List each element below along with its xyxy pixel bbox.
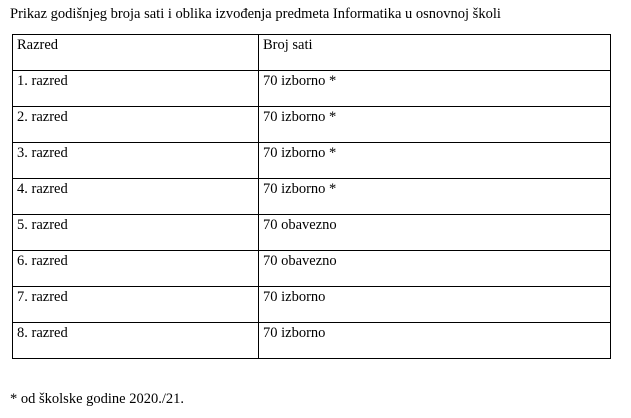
grade-cell: 1. razred — [13, 71, 259, 107]
hours-cell: 70 izborno — [259, 323, 611, 359]
grade-cell: 6. razred — [13, 251, 259, 287]
table-row — [13, 323, 611, 359]
table-row — [13, 215, 611, 251]
table-caption: Prikaz godišnjeg broja sati i oblika izvođenja predmeta Informatika u osnovnoj školi — [10, 6, 501, 22]
table-row — [13, 107, 611, 143]
hours-cell: 70 obavezno — [259, 215, 611, 251]
table-row — [13, 143, 611, 179]
hours-cell: 70 izborno — [259, 287, 611, 323]
hours-table — [12, 34, 611, 359]
header-razred: Razred — [13, 35, 259, 71]
table-row — [13, 71, 611, 107]
hours-cell: 70 izborno * — [259, 107, 611, 143]
grade-cell: 5. razred — [13, 215, 259, 251]
footnote: * od školske godine 2020./21. — [10, 391, 184, 407]
table-row — [13, 179, 611, 215]
grade-cell: 8. razred — [13, 323, 259, 359]
grade-cell: 2. razred — [13, 107, 259, 143]
table-header-row — [13, 35, 611, 71]
table-row — [13, 287, 611, 323]
grade-cell: 7. razred — [13, 287, 259, 323]
grade-cell: 4. razred — [13, 179, 259, 215]
hours-cell: 70 obavezno — [259, 251, 611, 287]
grade-cell: 3. razred — [13, 143, 259, 179]
hours-cell: 70 izborno * — [259, 179, 611, 215]
table-row — [13, 251, 611, 287]
hours-cell: 70 izborno * — [259, 143, 611, 179]
header-broj-sati: Broj sati — [259, 35, 611, 71]
hours-cell: 70 izborno * — [259, 71, 611, 107]
